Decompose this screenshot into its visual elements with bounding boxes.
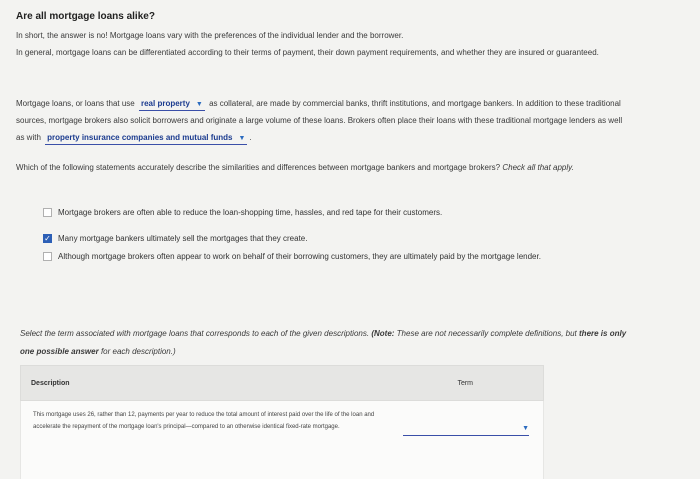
collateral-dropdown-value: real property (140, 99, 190, 108)
dropdown-arrow-icon: ▼ (238, 135, 246, 142)
checkbox[interactable] (43, 252, 52, 261)
question-text: Which of the following statements accurately describe the similarities and differences between mortgage bankers and mortgage brokers? (16, 163, 501, 172)
collateral-paragraph (16, 95, 626, 146)
lenders-dropdown[interactable] (45, 132, 247, 145)
note-text: These are not necessarily complete definitions, but (396, 329, 577, 338)
checkbox-checked[interactable] (43, 234, 52, 243)
note-label: (Note: (371, 329, 395, 338)
checkbox[interactable] (43, 208, 52, 217)
differentiation-paragraph: In general, mortgage loans can be differentiated according to their terms of payment, their down payment requirements, and whether they are insured or guaranteed. (16, 48, 599, 57)
matching-instructions (20, 325, 640, 361)
column-header-description: Description (31, 379, 70, 387)
column-header-term: Term (457, 379, 473, 387)
dropdown-arrow-icon: ▼ (195, 101, 203, 108)
note-end: for each description.) (100, 347, 176, 356)
term-dropdown[interactable] (403, 425, 529, 436)
checkmark-icon: ✓ (44, 234, 51, 243)
paragraph-text-middle: as collateral, are made by commercial banks, thrift institutions, and mortgage bankers. In addition to these traditional sources, mortgage brokers also solicit borrowers and originate a large volume of these loans. Brokers often place their loans with these traditional mortgage lenders as well as with (16, 99, 623, 142)
matching-table (20, 365, 544, 479)
option-2[interactable] (43, 234, 307, 243)
option-label: Mortgage brokers are often able to reduce the loan-shopping time, hassles, and red tape for their customers. (58, 208, 443, 217)
page-title: Are all mortgage loans alike? (16, 11, 155, 22)
paragraph-text-after: . (249, 133, 252, 142)
option-1[interactable] (43, 208, 442, 217)
dropdown-arrow-icon: ▼ (522, 425, 529, 432)
lenders-dropdown-value: property insurance companies and mutual funds (47, 133, 233, 142)
paragraph-text-before: Mortgage loans, or loans that use (16, 99, 135, 108)
row-description: This mortgage uses 26, rather than 12, payments per year to reduce the total amount of interest paid over the life of the loan and accelerate the repayment of the mortgage loan's principal—compared to an otherwise identical fixed-rate mortgage. (33, 412, 375, 430)
question-prompt (16, 160, 636, 176)
question-hint: Check all that apply. (502, 163, 574, 172)
table-header (20, 365, 544, 401)
option-label: Although mortgage brokers often appear to work on behalf of their borrowing customers, they are ultimately paid by the mortgage lender. (58, 252, 541, 261)
instruction-text: Select the term associated with mortgage loans that corresponds to each of the given descriptions. (20, 329, 370, 338)
intro-paragraph: In short, the answer is no! Mortgage loans vary with the preferences of the individual lender and the borrower. (16, 31, 404, 40)
option-3[interactable] (43, 252, 541, 261)
table-row (20, 401, 544, 479)
collateral-dropdown[interactable] (139, 98, 205, 111)
note-bold: there is only one possible answer (20, 329, 627, 356)
option-label: Many mortgage bankers ultimately sell the mortgages that they create. (58, 234, 308, 243)
